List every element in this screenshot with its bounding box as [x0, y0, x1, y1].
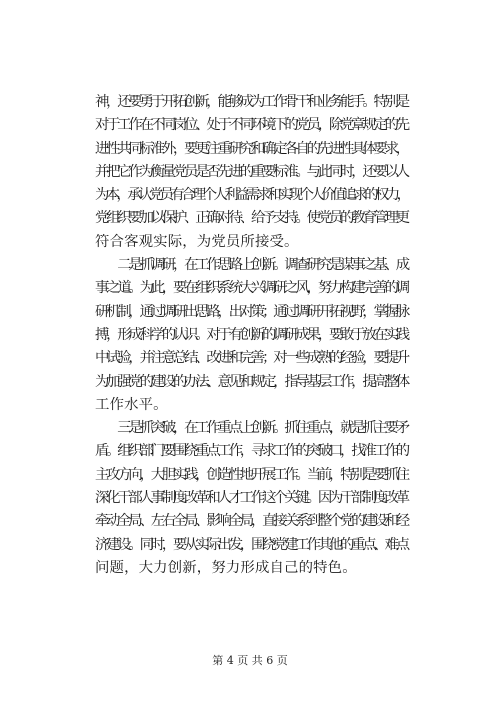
text-line: 研机制，通过调研出思路，出对策；通过调研开拓视野，掌握脉 — [95, 303, 407, 320]
text-line: 事之道。为此，要在组织系统大兴调研之风，努力构建完善的调 — [95, 280, 407, 297]
text-line: 为本，承认党员有合理个人利益需求和实现个人价值追求的权力， — [95, 187, 408, 204]
page-footer: 第 4 页 共 6 页 — [212, 654, 288, 667]
text-line: 盾。组织部门要围绕重点工作，寻求工作的突破口，找准工作的 — [95, 443, 407, 460]
text-line: 党组织要加以保护、正确对待、给予支持。使党员的教育管理更 — [95, 210, 407, 227]
text-line: 中试验，并注意总结、改进和完善；对一些成熟的经验，要提升 — [95, 350, 407, 367]
text-line: 工作水平。 — [95, 396, 168, 413]
text-line: 济建设。同时，要从实际出发，围绕党建工作其他的重点、难点 — [95, 536, 407, 553]
text-line: 进性共同标准外，要更注重研究和确定各自的先进性具体要求， — [95, 140, 407, 157]
text-line: 搏，形成科学的认识。对于有创新的调研成果，要敢于放在实践 — [95, 326, 407, 343]
text-line: 主攻方向，大胆实践，创造性地开展工作。当前，特别是要抓住 — [95, 466, 407, 483]
text-line: 并把它作为衡量党员是否先进的重要标准。与此同时，还要以人 — [95, 163, 407, 180]
text-line: 问题，大力创新，努力形成自己的特色。 — [95, 559, 357, 576]
text-line: 神，还要勇于开拓创新，能够成为工作骨干和业务能手。特别是 — [95, 94, 407, 110]
text-line: 对于工作在不同岗位、处于不同环境下的党员，除党章规定的先 — [95, 117, 407, 134]
text-line: 三是抓突破，在工作重点上创新。抓住重点，就是抓主要矛 — [95, 420, 407, 437]
text-line: 为加强党的建设的办法、意见和规定，指导基层工作，提高整体 — [95, 373, 407, 390]
text-line: 深化干部人事制度改革和人才工作这个关键。因为干部制度改革 — [95, 490, 407, 507]
body-text — [95, 91, 407, 580]
text-line: 符合客观实际，为党员所接受。 — [95, 233, 299, 250]
text-line: 二是抓调研，在工作思路上创新。调查研究是谋事之基、成 — [95, 257, 407, 274]
text-line: 牵动全局、左右全局、影响全局，直接关系到整个党的建设和经 — [95, 513, 407, 530]
